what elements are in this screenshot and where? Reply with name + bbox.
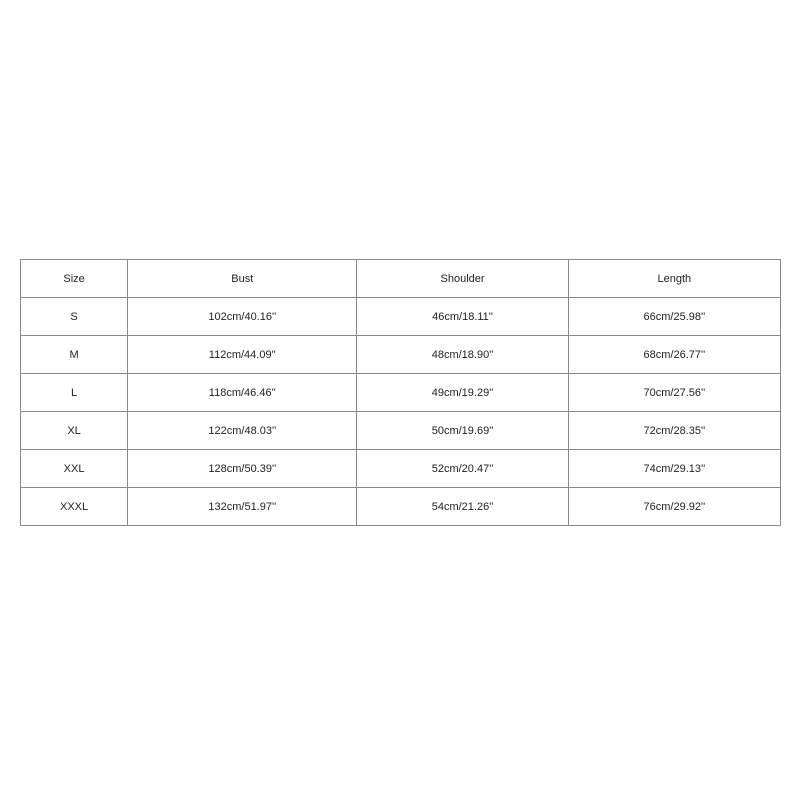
cell-shoulder: 48cm/18.90''	[357, 336, 568, 374]
size-chart-table	[20, 259, 781, 526]
cell-shoulder: 52cm/20.47''	[357, 450, 568, 488]
table-row	[21, 336, 781, 374]
cell-length: 72cm/28.35''	[568, 412, 780, 450]
table-row	[21, 374, 781, 412]
table-row	[21, 412, 781, 450]
table-row	[21, 298, 781, 336]
cell-length: 70cm/27.56''	[568, 374, 780, 412]
table-row	[21, 488, 781, 526]
cell-bust: 118cm/46.46''	[128, 374, 357, 412]
cell-size: S	[21, 298, 128, 336]
header-size: Size	[21, 260, 128, 298]
cell-size: XL	[21, 412, 128, 450]
table-row	[21, 450, 781, 488]
header-length: Length	[568, 260, 780, 298]
cell-size: XXL	[21, 450, 128, 488]
cell-shoulder: 50cm/19.69''	[357, 412, 568, 450]
cell-bust: 122cm/48.03''	[128, 412, 357, 450]
cell-bust: 102cm/40.16''	[128, 298, 357, 336]
cell-size: XXXL	[21, 488, 128, 526]
cell-shoulder: 49cm/19.29''	[357, 374, 568, 412]
header-shoulder: Shoulder	[357, 260, 568, 298]
cell-shoulder: 46cm/18.11''	[357, 298, 568, 336]
cell-shoulder: 54cm/21.26''	[357, 488, 568, 526]
cell-length: 76cm/29.92''	[568, 488, 780, 526]
table-header-row	[21, 260, 781, 298]
cell-length: 74cm/29.13''	[568, 450, 780, 488]
header-bust: Bust	[128, 260, 357, 298]
cell-length: 66cm/25.98''	[568, 298, 780, 336]
cell-size: L	[21, 374, 128, 412]
cell-bust: 112cm/44.09''	[128, 336, 357, 374]
cell-length: 68cm/26.77''	[568, 336, 780, 374]
cell-bust: 132cm/51.97''	[128, 488, 357, 526]
cell-bust: 128cm/50.39''	[128, 450, 357, 488]
cell-size: M	[21, 336, 128, 374]
